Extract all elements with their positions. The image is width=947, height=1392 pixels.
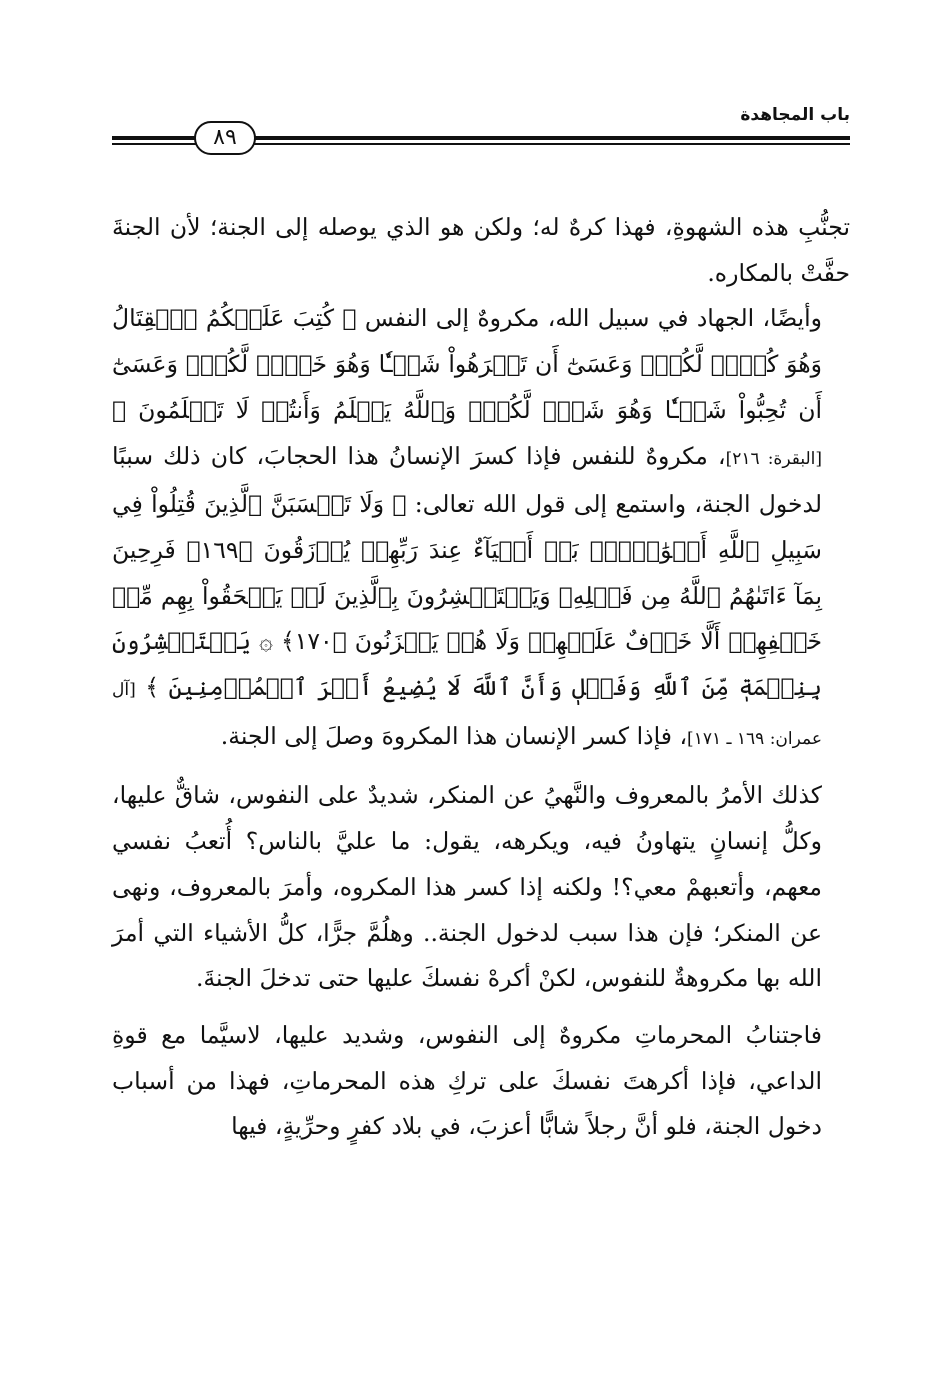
page-number: ٨٩: [194, 121, 256, 155]
citation-baqarah: [البقرة: ٢١٦]: [725, 448, 822, 469]
paragraph-2: [112, 296, 850, 762]
paragraph-2-text-c: ، فإذا كسر الإنسان هذا المكروهَ وصلَ إلى الجنة.: [220, 721, 688, 750]
paragraph-2-text-b: ، مكروهٌ للنفس فإذا كسرَ الإنسانُ هذا الحجابَ، كان ذلك سببًا لدخول الجنة، واستمع إلى قول الله تعالى:: [112, 441, 822, 519]
citation-al-imran: [آل عمران: ١٦٩ ـ ١٧١]: [112, 680, 822, 749]
paragraph-1: تجنُّبِ هذه الشهوةِ، فهذا كرهٌ له؛ ولكن هو الذي يوصله إلى الجنة؛ لأن الجنةَ حفَّتْ بالمكاره.: [112, 213, 850, 287]
quran-verse-baqarah: ﴿ كُتِبَ عَلَيۡكُمُ ٱلۡقِتَالُ وَهُوَ كُرۡهٞ لَّكُمۡۖ وَعَسَىٰٓ أَن تَكۡرَهُواْ شَيۡـٔٗا وَهُوَ خَيۡرٞ لَّكُمۡۖ وَعَسَىٰٓ أَن تُحِبُّواْ شَيۡـٔٗا وَهُوَ شَرّٞ لَّكُمۡۚ وَٱللَّهُ يَعۡلَمُ وَأَنتُمۡ لَا تَعۡلَمُونَ ﴾: [112, 304, 822, 424]
paragraph-4: فاجتنابُ المحرماتِ مكروهٌ إلى النفوس، وشديد عليها، لاسيَّما مع قوةِ الداعي، فإذا أكرهتَ نفسكَ على تركِ هذه المحرماتِ، فهذا من أسباب دخول الجنة، فلو أنَّ رجلاً شابًّا أعزبَ، في بلاد كفرٍ وحرِّيةٍ، فيها: [112, 1020, 822, 1141]
quran-verse-al-imran: ﴿ وَلَا تَحۡسَبَنَّ ٱلَّذِينَ قُتِلُواْ فِي سَبِيلِ ٱللَّهِ أَمۡوَٰتَۢاۚ بَلۡ أَحۡيَآءٌ عِندَ رَبِّهِمۡ يُرۡزَقُونَ ﴿١٦٩﴾ فَرِحِينَ بِمَآ ءَاتَىٰهُمُ ٱللَّهُ مِن فَضۡلِهِۦ وَيَسۡتَبۡشِرُونَ بِٱلَّذِينَ لَمۡ يَلۡحَقُواْ بِهِم مِّنۡ خَلۡفِهِمۡ أَلَّا خَوۡفٌ عَلَيۡهِمۡ وَلَا هُمۡ يَحۡزَنُونَ ﴿١٧٠﴾ ۞ يَسۡتَبۡشِرُونَ بِنِعۡمَةٖ مِّنَ ٱللَّهِ وَفَضۡلٖ وَأَنَّ ٱللَّهَ لَا يُضِيعُ أَجۡرَ ٱلۡمُؤۡمِنِينَ ﴾: [112, 490, 822, 702]
chapter-title: باب المجاهدة: [740, 105, 850, 125]
page-header: [112, 105, 850, 155]
paragraph-3: كذلك الأمرُ بالمعروف والنَّهيُ عن المنكر، شديدٌ على النفوس، شاقٌّ عليها، وكلُّ إنسانٍ يتهاونُ فيه، ويكرهه، يقول: ما عليَّ بالناس؟ أُتعبُ نفسي معهم، وأتعبهمْ معي؟! ولكنه إذا كسر هذا المكروه، وأمرَ بالمعروف، ونهى عن المنكر؛ فإن هذا سبب لدخول الجنة.. وهلُمَّ جرًّا، كلُّ الأشياء التي أمرَ الله بها مكروهةٌ للنفوس، لكنْ أكرهْ نفسكَ عليها حتى تدخلَ الجنةَ.: [112, 781, 822, 993]
paragraph-2-text-a: وأيضًا، الجهاد في سبيل الله، مكروهٌ إلى النفس: [364, 304, 822, 333]
page-body: [112, 205, 850, 1150]
